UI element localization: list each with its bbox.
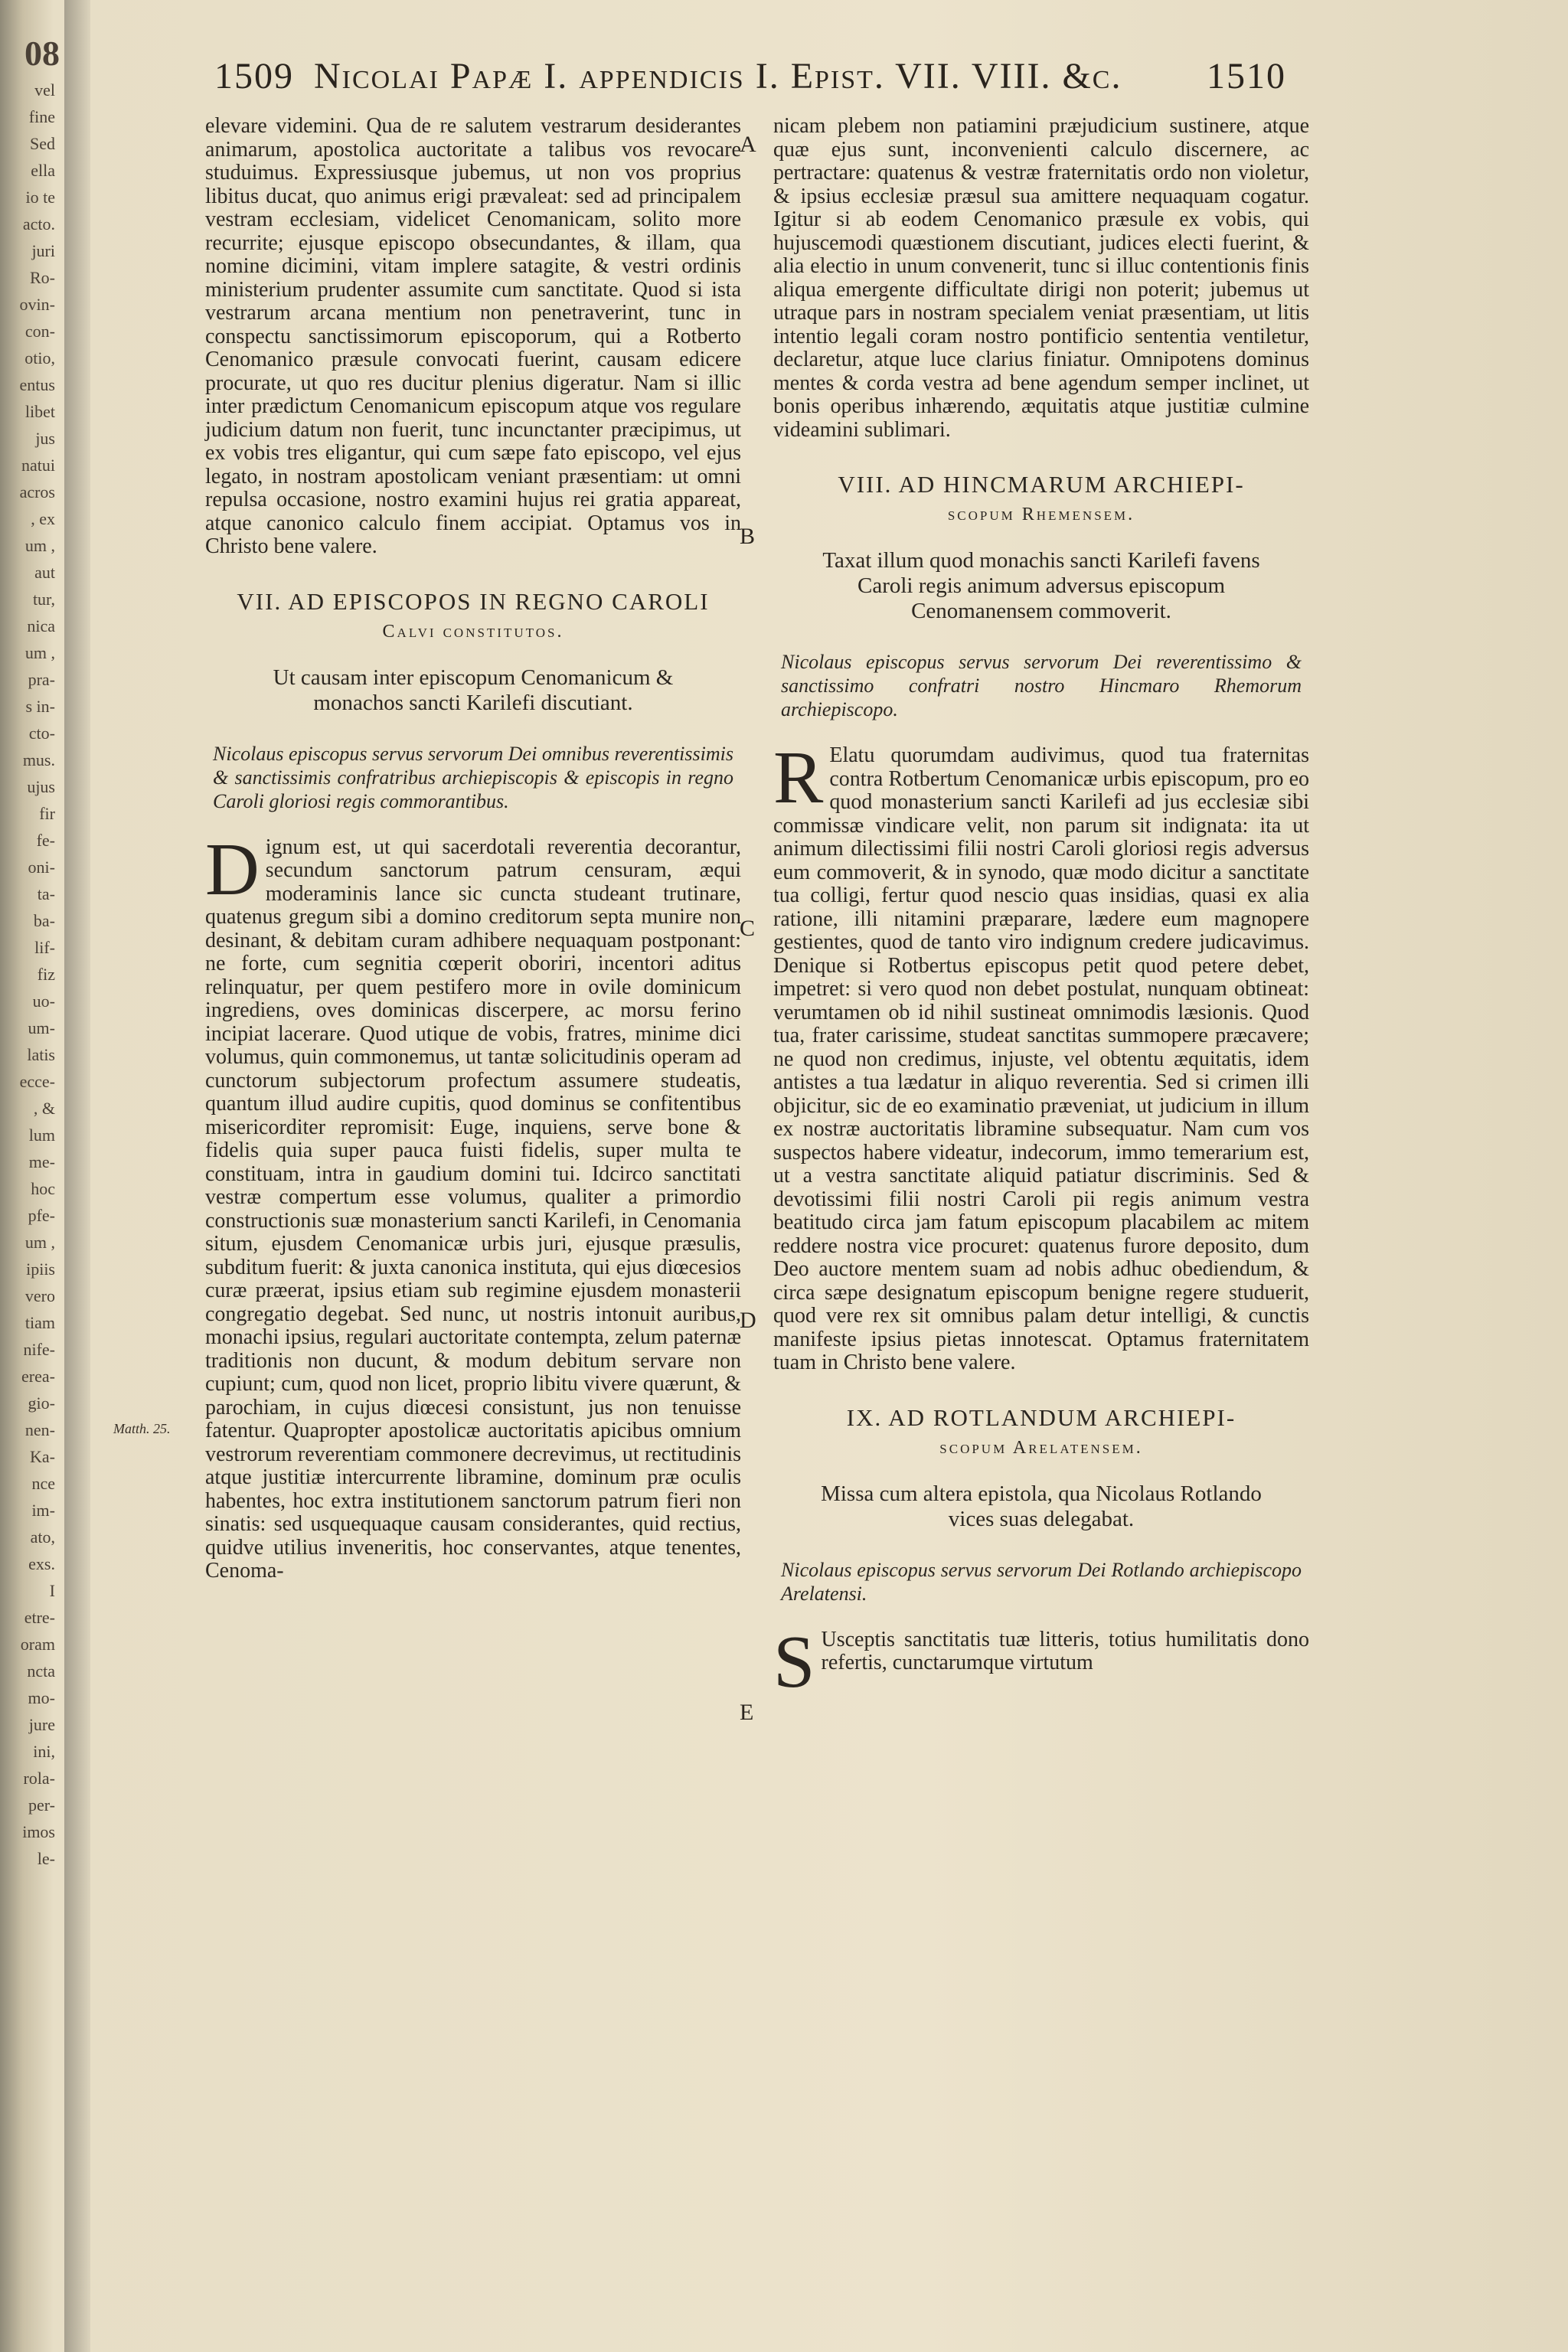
section-title-viii: VIII. AD HINCMARUM ARCHIEPI-	[838, 471, 1245, 498]
margin-marker-b: B	[740, 524, 756, 549]
previous-page-fragment: acto.	[22, 214, 55, 234]
section-title-vii: VII. AD EPISCOPOS IN REGNO CAROLI	[237, 587, 710, 615]
right-column	[773, 114, 1309, 1704]
previous-page-fragment: natui	[21, 456, 55, 475]
previous-page-fragment: lif-	[34, 938, 55, 957]
previous-page-fragment: con-	[24, 322, 55, 341]
letter-body-ix-text: Usceptis sanctitatis tuæ litteris, totius humilitatis dono refertis, cunctarumque virtutum	[821, 1627, 1309, 1674]
running-title: Nicolai Papæ I. appendicis I. Epist. VII. VIII. &c.	[314, 56, 1122, 96]
previous-page-fragment: um ,	[24, 643, 55, 662]
previous-page-fragment: ato,	[30, 1527, 55, 1547]
previous-page-fragment: nen-	[24, 1420, 55, 1439]
previous-page-fragment: ipiis	[26, 1259, 55, 1279]
salutation-vii: Nicolaus episcopus servus servorum Dei omnibus reverentissimis & sanctissimis confratribus archiepiscopis & episcopis in regno Caroli gloriosi regis commorantibus.	[213, 742, 733, 812]
previous-page-fragment: gio-	[28, 1393, 55, 1413]
section-subtitle-ix: scopum Arelatensem.	[939, 1437, 1143, 1458]
previous-page-fragment: , ex	[31, 509, 55, 528]
previous-page-fragment: vel	[34, 80, 55, 100]
previous-page-fragment: fiz	[37, 965, 55, 984]
previous-page-fragment: imos	[22, 1822, 55, 1841]
previous-page-fragment: otio,	[24, 348, 55, 368]
previous-page-fragment: nife-	[23, 1340, 55, 1359]
previous-page-fragment: I	[49, 1581, 55, 1600]
margin-marker-e: E	[740, 1700, 754, 1725]
previous-page-fragment: fe-	[36, 831, 55, 850]
letter-body-vii	[205, 828, 741, 1583]
previous-page-fragment: le-	[37, 1849, 55, 1868]
previous-page-fragment: ini,	[33, 1742, 55, 1761]
previous-page-fragment: uo-	[32, 991, 55, 1011]
previous-page-fragment: mus.	[22, 750, 55, 769]
previous-page-fragment: me-	[28, 1152, 55, 1171]
previous-page-fragment: vero	[24, 1286, 55, 1305]
margin-marker-a: A	[740, 132, 756, 157]
previous-page-fragment: aut	[34, 563, 55, 582]
section-title-ix: IX. AD ROTLANDUM ARCHIEPI-	[846, 1403, 1236, 1431]
previous-page-fragment: im-	[31, 1501, 55, 1520]
previous-page-fragment: entus	[19, 375, 55, 394]
previous-page-fragment: etre-	[24, 1608, 55, 1627]
previous-page-fragment: mo-	[28, 1688, 55, 1707]
margin-marker-d: D	[740, 1308, 756, 1333]
dropcap-r: R	[773, 737, 824, 819]
page-number-left: 1509	[214, 56, 294, 96]
previous-page-edge	[0, 31, 64, 2328]
letter-body-ix	[773, 1620, 1309, 1704]
previous-page-fragment: hoc	[31, 1179, 55, 1198]
previous-page-fragment: oni-	[28, 858, 55, 877]
previous-page-fragment: erea-	[21, 1367, 55, 1386]
previous-page-fragments	[0, 77, 64, 1872]
letter-continuation: elevare videmini. Qua de re salutem vestrarum desiderantes animarum, apostolica auctoritate a talibus vos revocare studuimus. Expressiusque jubemus, ut non vos proprius libitus ducat, quo animus erigi prævaleat: sed ad principalem vestram ecclesiam, videlicet Cenomanicam, solito more recurrite; ejusque episcopo obsecundantes, & illam, qua nomine dicimini, vitam implere satagite, & vestri ordinis ministerium prudenter assumite cum sanctitate. Quod si ista vestrarum arcana mentium non penetraverint, tunc in conspectu sanctissimorum episcoporum, qui a Rotberto Cenomanico præsule convocati fuerint, causam edicere procurate, ut quo res ducitur plenius digeratur. Nam si illic inter prædictum Cenomanicum episcopum atque vos regulare judicium datum non fuerit, tunc incunctanter præcipimus, ut ex vobis tres eligantur, qui cum sæpe fato episcopo, vel ejus legato, in nostram apostolicam veniant præsentiam: ut omni repulsa occasione, nostro examini hujus rei gratia appareat, atque canonico calculo finem accipiat. Optamus vos in Christo bene valere.	[205, 114, 741, 558]
previous-page-fragment: pfe-	[28, 1206, 55, 1225]
previous-page-fragment: jure	[28, 1715, 55, 1734]
previous-page-fragment: ncta	[27, 1661, 55, 1681]
previous-page-fragment: io te	[25, 188, 55, 207]
previous-page-fragment: fir	[39, 804, 55, 823]
previous-page-fragment: oram	[20, 1635, 55, 1654]
previous-page-fragment: libet	[24, 402, 55, 421]
section-summary-ix: Missa cum altera epistola, qua Nicolaus Rotlando vices suas delegabat.	[821, 1481, 1262, 1531]
previous-page-fragment: fine	[28, 107, 55, 126]
previous-page-fragment: ba-	[33, 911, 55, 930]
margin-citation: Matth. 25.	[113, 1421, 171, 1436]
previous-page-fragment: um ,	[24, 536, 55, 555]
previous-page-fragment: Ro-	[30, 268, 55, 287]
previous-page-fragment: ta-	[37, 884, 55, 903]
previous-page-fragment: jus	[35, 429, 55, 448]
previous-page-fragment: exs.	[28, 1554, 55, 1573]
page-number-right: 1510	[1207, 56, 1286, 96]
letter-body-viii-text: Elatu quorumdam audivimus, quod tua fraternitas contra Rotbertum Cenomanicæ urbis episcopum, pro eo quod monasterium sancti Karilefi ad jus ecclesiæ sibi commissæ vindicare velit, non parum sit indignata: ita ut animum dilectissimi filii nostri Caroli gloriosi regis adversus eum commoverit, & in synodo, quæ modo dicitur a sanctitate tua colligi, fertur quod nescio quas insidias, quasi ex alia ratione, illi nitamini præparare, lædere eum magnopere gestientes, quod de tanto viro indignum credere judicavimus. Denique si Rotbertus episcopus petit quod petere debet, impetret: si vero quod non debet postulat, nunquam obtineat: verumtamen ob id nihil sustineat omnimodis læsionis. Quod tua, frater carissime, studeat sanctitas summopere præcavere; ne quod non credimus, injuste, vel obtentu æquitatis, idem antistes a tua lædatur in aliquo reverentia. Sed si crimen illi objicitur, sic de eo examinatio præveniat, ut judicium in illum ex nostræ auctoritatis libramine subsequatur. Nam cum vos suspectos habere videatur, indecorum, immo temerarium est, ut a vestra sanctitate aliquid patiatur discriminis. Sed & devotissimi filii nostri Caroli pii regis animum vestra beatitudo circa jam fatum episcopum placabilem ac mitem reddere nostra vice procuret: quatenus furore deposito, dum Deo auctore mentem suam ad nobis adhuc obediendum, & circa sæpe designatum episcopum benigne regere studuerit, quod vere rex sit omnibus palam detur intelligi, & cunctis manifeste ipsius pietas innotescat. Optamus fraternitatem tuam in Christo bene valere.	[773, 743, 1309, 1374]
previous-page-fragment: latis	[27, 1045, 55, 1064]
salutation-ix: Nicolaus episcopus servus servorum Dei Rotlando archiepiscopo Arelatensi.	[781, 1558, 1302, 1605]
dropcap-d: D	[205, 828, 260, 911]
previous-page-fragment: um-	[28, 1018, 55, 1037]
left-column	[205, 115, 741, 1583]
letter-body-vii-text: ignum est, ut qui sacerdotali reverentia decorantur, secundum sanctorum patrum censuram, æqui moderaminis lance sic cuncta studeant trutinare, quatenus gregum sibi a domino creditorum septa munire non desinant, & debitam curam adhibere nequaquam postponant: ne forte, cum segnitia cœperit oboriri, incentori aditus relinquatur, per quem pestifero more in ovile dominicum ingrediens, oves dominicas discerpere, ac morsu ferino incipiat lacerare. Quod utique de vobis, fratres, minime dici volumus, quin commonemus, ut tantæ solicitudinis operam ad cunctorum subjectorum profectum assumere studeatis, quantum illud audire cupitis, quod dominus se confitentibus misericorditer repromisit: Euge, inquiens, serve bone & fidelis quia super pauca fuisti fidelis, super multa te constituam, intra in gaudium domini tui. Idcirco sanctitati vestræ compertum esse volumus, qualiter a primordio constructionis suæ monasterium sancti Karilefi, in Cenomania situm, ejusdem Cenomanicæ urbis juri, ejusque præsulis, subditum fuerit: & juxta canonica instituta, qui ejus diœcesios curæ præerat, ipsius etiam sub regimine ejusdem monasterii congregatio degebat. Sed nunc, ut nostris intonuit auribus, monachi ipsius, regulari auctoritate contempta, zelum paternæ traditionis non ducunt, & modum debitum servare non cupiunt; cum, quod non licet, proprio libitu vivere quærunt, & parochiam, in cujus diœcesi consistunt, jus non tenuisse fatentur. Quapropter apostolicæ auctoritatis apicibus omnium vestrorum reverentiam commonere decrevimus, ut rectitudinis atque justitiæ intercurrente libramine, dominum præ oculis habentes, hoc extra institutionem sanctorum patrum fieri non sinatis: sed usquequaque causam considerantes, quid rectius, quidve utilius inveneritis, hoc conservantes, atque tenentes, Cenoma-	[205, 835, 741, 1583]
previous-page-fragment: nica	[27, 616, 55, 635]
salutation-viii: Nicolaus episcopus servus servorum Dei reverentissimo & sanctissimo confratri nostro Hincmaro Rhemorum archiepiscopo.	[781, 651, 1302, 720]
previous-page-fragment: Sed	[30, 134, 55, 153]
previous-page-fragment: lum	[28, 1125, 55, 1145]
previous-page-fragment: cto-	[28, 724, 55, 743]
previous-page-fragment: tiam	[24, 1313, 55, 1332]
previous-page-fragment: s in-	[25, 697, 55, 716]
previous-page-fragment: , &	[33, 1099, 55, 1118]
section-subtitle-vii: Calvi constitutos.	[382, 621, 564, 642]
margin-marker-c: C	[740, 916, 756, 941]
running-header	[214, 55, 1286, 109]
previous-page-fragment: rola-	[23, 1769, 55, 1788]
previous-page-fragment: per-	[28, 1795, 55, 1815]
previous-page-number: 08	[24, 34, 60, 73]
previous-page-fragment: tur,	[32, 590, 55, 609]
previous-page-fragment: ujus	[27, 777, 55, 796]
previous-page-fragment: acros	[19, 482, 55, 501]
previous-page-fragment: ella	[31, 161, 55, 180]
section-subtitle-viii: scopum Rhemensem.	[947, 505, 1135, 524]
previous-page-fragment: pra-	[28, 670, 55, 689]
section-summary-viii: Taxat illum quod monachis sancti Karilefi favens Caroli regis animum adversus episcopum Cenomanensem commoverit.	[822, 548, 1260, 623]
previous-page-fragment: ecce-	[19, 1072, 55, 1091]
previous-page-fragment: Ka-	[30, 1447, 55, 1466]
section-summary-vii: Ut causam inter episcopum Cenomanicum & monachos sancti Karilefi discutiant.	[273, 665, 674, 715]
dropcap-s: S	[773, 1620, 815, 1704]
previous-page-fragment: ovin-	[19, 295, 55, 314]
letter-conclusion: nicam plebem non patiamini præjudicium sustinere, atque quæ ejus sunt, inconvenienti calculo discernere, ac pertractare: quatenus & vestræ fraternitatis ordo non violetur, & ipsius ecclesiæ præsul sua amittere nequaquam cogatur. Igitur si ab eodem Cenomanico præsule ex vobis, qui hujuscemodi quæstionem discutiant, judices electi fuerint, & alia electio in unum convenerit, tunc si illuc contentionis finis aliqua emergente difficultate dirigi non poterit; jubemus ut utraque pars in nostram specialem veniat præsentiam, ut litis intentio legali coram nostro pontificio sententia ventiletur, declaretur, atque luce clarius finiatur. Omnipotens dominus mentes & corda vestra ad bene agendum semper inclinet, ut bonis operibus inhærendo, æquitatis atque justitiæ culmine videamini sublimari.	[773, 114, 1309, 442]
book-gutter	[64, 0, 90, 2352]
previous-page-fragment: juri	[31, 241, 55, 260]
previous-page-fragment: nce	[31, 1474, 55, 1493]
letter-body-viii	[773, 737, 1309, 1375]
previous-page-fragment: um ,	[24, 1233, 55, 1252]
